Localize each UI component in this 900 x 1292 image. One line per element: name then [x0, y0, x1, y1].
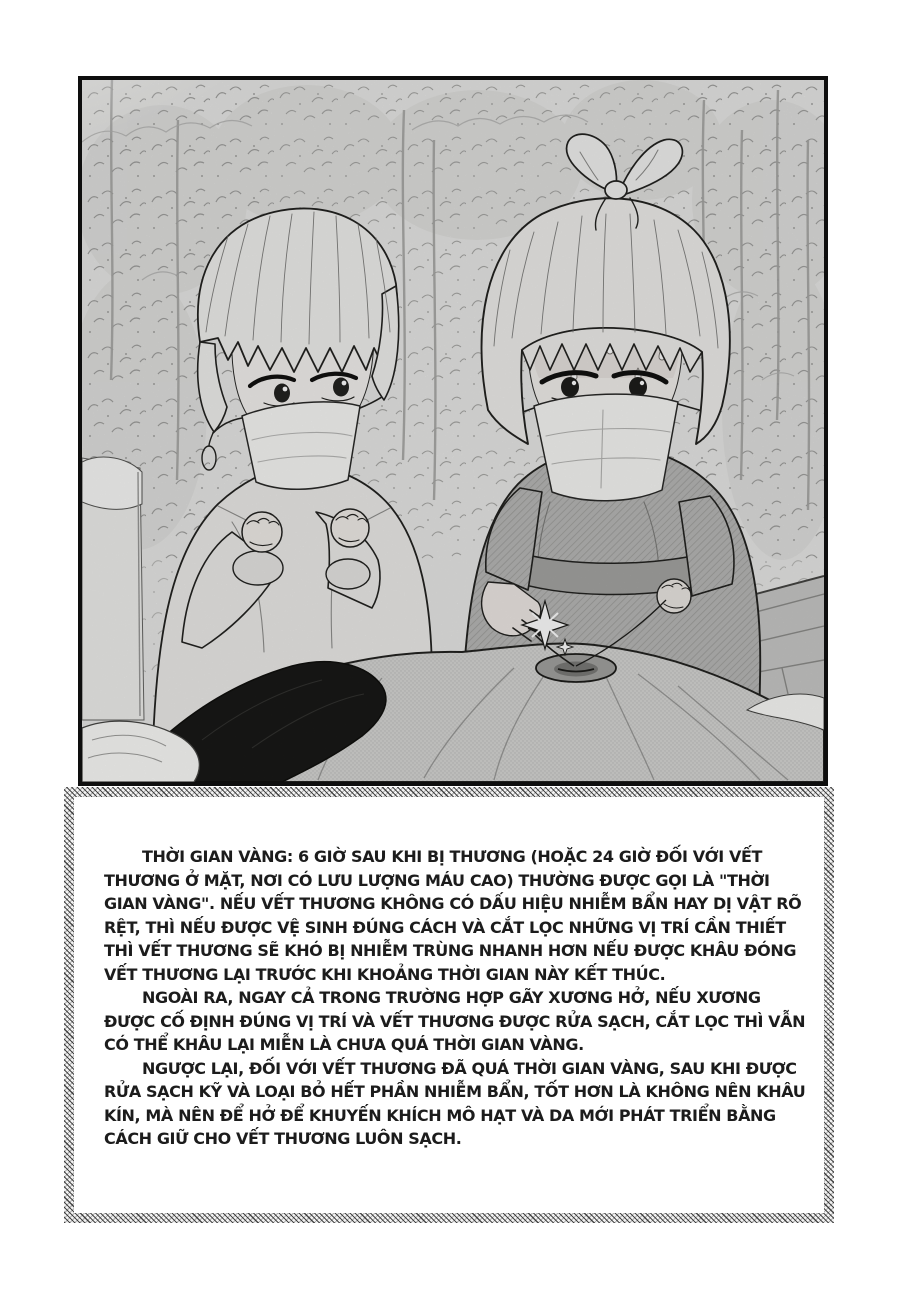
- caption-box: [64, 787, 834, 1223]
- caption-paragraph-2: NGOÀI RA, NGAY CẢ TRONG TRƯỜNG HỢP GÃY XƯƠNG HỞ, NẾU XƯƠNG ĐƯỢC CỐ ĐỊNH ĐÚNG VỊ TRÍ VÀ VẾT THƯƠNG ĐƯỢC RỬA SẠCH, CẮT LỌC THÌ VẪN CÓ THỂ KHÂU LẠI MIỄN LÀ CHƯA QUÁ THỜI GIAN VÀNG.: [104, 988, 806, 1054]
- halftone-grain: [82, 80, 824, 782]
- caption-box-inner: [74, 797, 824, 1213]
- caption-paragraph-1: THỜI GIAN VÀNG: 6 GIỜ SAU KHI BỊ THƯƠNG (HOẶC 24 GIỜ ĐỐI VỚI VẾT THƯƠNG Ở MẶT, NƠI CÓ LƯU LƯỢNG MÁU CAO) THƯỜNG ĐƯỢC GỌI LÀ "THỜI GIAN VÀNG". NẾU VẾT THƯƠNG KHÔNG CÓ DẤU HIỆU NHIỄM BẨN HAY DỊ VẬT RÕ RỆT, THÌ NẾU ĐƯỢC VỆ SINH ĐÚNG CÁCH VÀ CẮT LỌC NHỮNG VỊ TRÍ CẦN THIẾT THÌ VẾT THƯƠNG SẼ KHÓ BỊ NHIỄM TRÙNG NHANH HƠN NẾU ĐƯỢC KHÂU ĐÓNG VẾT THƯƠNG LẠI TRƯỚC KHI KHOẢNG THỜI GIAN NÀY KẾT THÚC.: [104, 847, 802, 984]
- caption-text: [104, 845, 806, 1151]
- manga-illustration: [82, 80, 824, 782]
- manga-panel: [78, 76, 828, 786]
- caption-paragraph-3: NGƯỢC LẠI, ĐỐI VỚI VẾT THƯƠNG ĐÃ QUÁ THỜI GIAN VÀNG, SAU KHI ĐƯỢC RỬA SẠCH KỸ VÀ LOẠI BỎ HẾT PHẦN NHIỄM BẨN, TỐT HƠN LÀ KHÔNG NÊN KHÂU KÍN, MÀ NÊN ĐỂ HỞ ĐỂ KHUYẾN KHÍCH MÔ HẠT VÀ DA MỚI PHÁT TRIỂN BẰNG CÁCH GIỮ CHO VẾT THƯƠNG LUÔN SẠCH.: [104, 1058, 806, 1148]
